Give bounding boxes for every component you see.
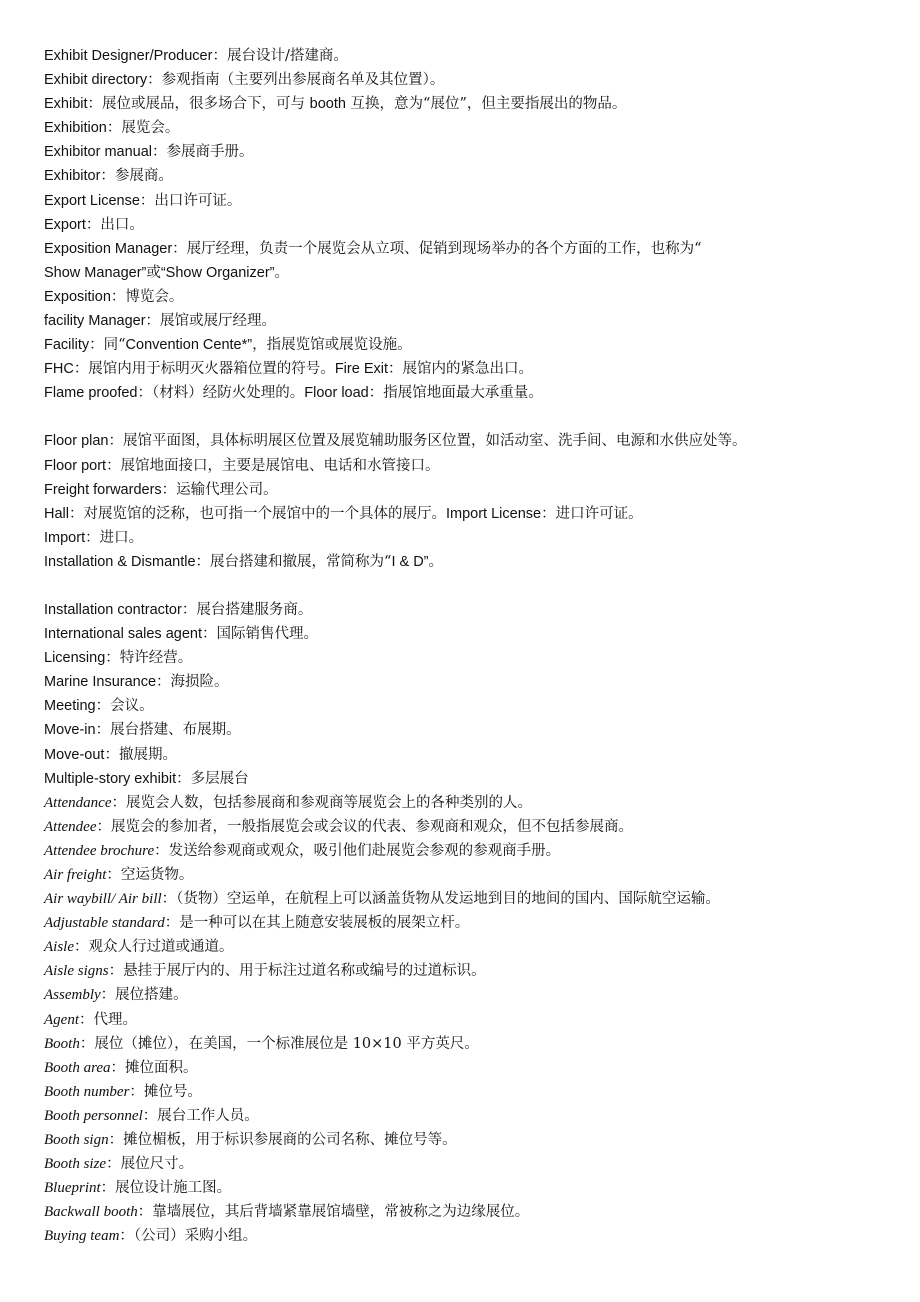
term-text: Attendee brochure [44,842,155,859]
glossary-entry [44,285,884,309]
term-text: Export [44,216,86,233]
term-text: Adjustable standard [44,915,165,932]
glossary-entry [44,1152,884,1176]
term-text: Floor port [44,457,107,474]
term-text: Installation & Dismantle [44,553,196,570]
definition-text: ：悬挂于展厅内的、用于标注过道名称或编号的过道标识。 [108,963,486,980]
definition-text: ：展台搭建、布展期。 [95,722,241,739]
definition-text: ：同“ [89,337,126,354]
definition-text: ：展台工作人员。 [142,1107,259,1124]
term-text: Booth sign [44,1132,109,1149]
definition-text: ：运输代理公司。 [161,481,278,498]
definition-text: ：多层展台 [176,770,249,787]
definition-text: ，指展览馆或展览设施。 [252,337,412,354]
term-text: International sales agent [44,626,202,643]
glossary-entry [44,1224,884,1248]
definition-text: ：展位尺寸。 [106,1156,194,1173]
term-text: Marine Insurance [44,674,157,691]
glossary-entry [44,68,884,92]
term-text: Exhibition [44,120,107,137]
term-text: Aisle [44,939,74,956]
definition-text: ：（材料）经防火处理的。 [137,385,305,402]
term-text: Attendance [44,794,112,811]
glossary-entry [44,1104,884,1128]
glossary-entry [44,116,884,140]
glossary-entry [44,718,884,742]
term-text: Exhibit Designer/Producer [44,48,213,64]
term-text: booth [309,96,346,113]
term-text: Installation contractor [44,601,182,618]
term-text: Exposition Manager [44,240,173,257]
definition-text: ：是一种可以在其上随意安装展板的展架立杆。 [164,915,470,932]
glossary-entry [44,1128,884,1152]
term-text: Move-in [44,722,96,739]
glossary-entry [44,1008,884,1032]
glossary-entry [44,1080,884,1104]
definition-text: ：展览会人数，包括参展商和参观商等展览会上的各种类别的人。 [111,794,532,811]
glossary-entry [44,863,884,887]
glossary-entry [44,237,884,261]
definition-text: ：展位搭建。 [100,987,188,1004]
term-text: Meeting [44,698,96,715]
definition-text: ：特许经营。 [105,650,193,667]
glossary-entry [44,478,884,502]
blank-line [44,574,884,598]
glossary-entry [44,213,884,237]
definition-text: ：摊位面积。 [110,1059,198,1076]
glossary-entry [44,815,884,839]
term-text: Multiple-story exhibit [44,770,177,787]
definition-text: ：展台搭建和撤展，常简称为“ [195,553,392,570]
term-text: Hall [44,505,69,522]
term-text: Exhibit directory [44,72,148,89]
definition-text: 。 [428,553,443,570]
term-text: Exhibit [44,96,88,113]
definition-text: ：展位设计施工图。 [100,1180,232,1197]
term-text: Convention Cente*” [125,337,253,354]
glossary-entry [44,1056,884,1080]
term-text: Buying team [44,1228,120,1245]
glossary-entry [44,164,884,188]
definition-text: ：展馆地面接口，主要是展馆电、电话和水管接口。 [106,457,440,474]
term-text: Booth personnel [44,1107,143,1124]
definition-text: ：参展商手册。 [152,144,254,161]
term-text: facility Manager [44,313,146,330]
term-text: Licensing [44,650,106,667]
glossary-entry [44,261,884,285]
glossary-entry [44,381,884,405]
term-text: I & D” [391,553,429,570]
glossary-entry [44,429,884,453]
definition-text: ：展馆平面图，具体标明展区位置及展览辅助服务区位置，如活动室、洗手间、电源和水供应处等。 [108,433,747,450]
definition-text: ：展台搭建服务商。 [181,601,313,618]
definition-text: ：摊位号。 [129,1083,202,1100]
definition-text: ：发送给参观商或观众，吸引他们赴展览会参观的参观商手册。 [154,842,561,859]
definition-text: ：展馆内用于标明灭火器箱位置的符号。 [73,361,335,378]
term-text: Booth [44,1035,80,1052]
term-text: Floor load [304,385,369,402]
term-text: Exposition [44,288,111,305]
glossary-entry [44,140,884,164]
term-text: Freight forwarders [44,481,162,498]
term-text: Exhibitor [44,168,101,185]
glossary-entry [44,1176,884,1200]
term-text: FHC [44,361,74,378]
definition-text: ：展馆内的紧急出口。 [387,361,533,378]
definition-text: ：代理。 [79,1011,137,1028]
definition-text: ：海损险。 [156,674,229,691]
term-text: Import [44,529,86,546]
term-text: Facility [44,337,90,354]
blank-line [44,405,884,429]
definition-text: ：展厅经理，负责一个展览会从立项、促销到现场举办的各个方面的工作，也称为“ [172,240,702,257]
definition-text: ：空运货物。 [106,867,194,883]
term-text: Flame proofed [44,385,138,402]
term-text: Move-out [44,746,105,763]
term-text: Backwall booth [44,1204,138,1221]
glossary-entry [44,670,884,694]
glossary-entry [44,502,884,526]
term-text: Booth area [44,1059,111,1076]
glossary-entry [44,935,884,959]
definition-text: ：参观指南（主要列出参展商名单及其位置）。 [147,72,445,89]
glossary-entry [44,1032,884,1056]
term-text: Air waybill/ Air bill [44,891,162,908]
definition-text: ：观众人行过道或通道。 [74,939,234,956]
term-text: Import License [445,505,542,522]
glossary-entry [44,598,884,622]
definition-text: ：展览会的参加者，一般指展览会或会议的代表、参观商和观众，但不包括参展商。 [96,818,633,835]
term-text: Booth number [44,1083,130,1100]
glossary-entry [44,309,884,333]
definition-text: ：展位或展品，很多场合下，可与 [87,96,310,113]
definition-text: ：进口许可证。 [541,505,643,522]
definition-text: ：（公司）采购小组。 [119,1228,258,1245]
glossary-entry [44,1200,884,1224]
glossary-entry [44,983,884,1007]
definition-text: ：出口许可证。 [139,192,242,209]
definition-text: ：展览会。 [106,120,180,137]
definition-text: ：展台设计/搭建商。 [212,48,348,64]
term-text: Exhibitor manual [44,144,152,161]
definition-text: ：展馆或展厅经理。 [145,313,277,330]
definition-text: ：参展商。 [100,168,173,185]
term-text: Booth size [44,1156,107,1173]
definition-text: ：（货物）空运单，在航程上可以涵盖货物从发运地到目的地间的国内、国际航空运输。 [161,891,720,908]
definition-text: ：摊位楣板，用于标识参展商的公司名称、摊位号等。 [108,1132,457,1149]
term-text: Blueprint [44,1180,101,1197]
glossary-entry [44,189,884,213]
term-text: Aisle signs [44,963,109,980]
definition-text: ：指展馆地面最大承重量。 [368,385,543,402]
definition-text: ：博览会。 [110,288,184,305]
definition-text: ：出口。 [85,216,144,233]
glossary-entry [44,887,884,911]
glossary-entry [44,454,884,478]
definition-text: 互换，意为“展位”，但主要指展出的物品。 [345,96,627,113]
glossary-entry [44,959,884,983]
glossary-document [44,44,884,1249]
glossary-entry [44,622,884,646]
glossary-entry [44,92,884,116]
glossary-entry [44,550,884,574]
glossary-entry [44,357,884,381]
glossary-entry [44,694,884,718]
term-text: Agent [44,1011,79,1028]
glossary-entry [44,911,884,935]
definition-text: ：展位（摊位），在美国，一个标准展位是 10×10 平方英尺。 [79,1035,479,1052]
term-text: Show Manager”或“Show Organizer”。 [44,264,289,281]
term-text: Attendee [44,818,97,835]
definition-text: ：撤展期。 [104,746,177,763]
term-text: Air freight [44,867,107,883]
definition-text: ：国际销售代理。 [202,626,318,643]
glossary-entry [44,646,884,670]
definition-text: ：会议。 [95,698,154,715]
glossary-entry [44,44,884,68]
term-text: Export License [44,192,140,209]
definition-text: ：进口。 [85,529,144,546]
glossary-entry [44,767,884,791]
term-text: Fire Exit [334,361,388,378]
glossary-entry [44,743,884,767]
glossary-entry [44,526,884,550]
definition-text: ：靠墙展位，其后背墙紧靠展馆墙壁，常被称之为边缘展位。 [137,1204,530,1221]
glossary-entry [44,839,884,863]
definition-text: ：对展览馆的泛称，也可指一个展馆中的一个具体的展厅。 [68,505,446,522]
glossary-entry [44,333,884,357]
term-text: Assembly [44,987,101,1004]
term-text: Floor plan [44,433,109,450]
glossary-entry [44,791,884,815]
